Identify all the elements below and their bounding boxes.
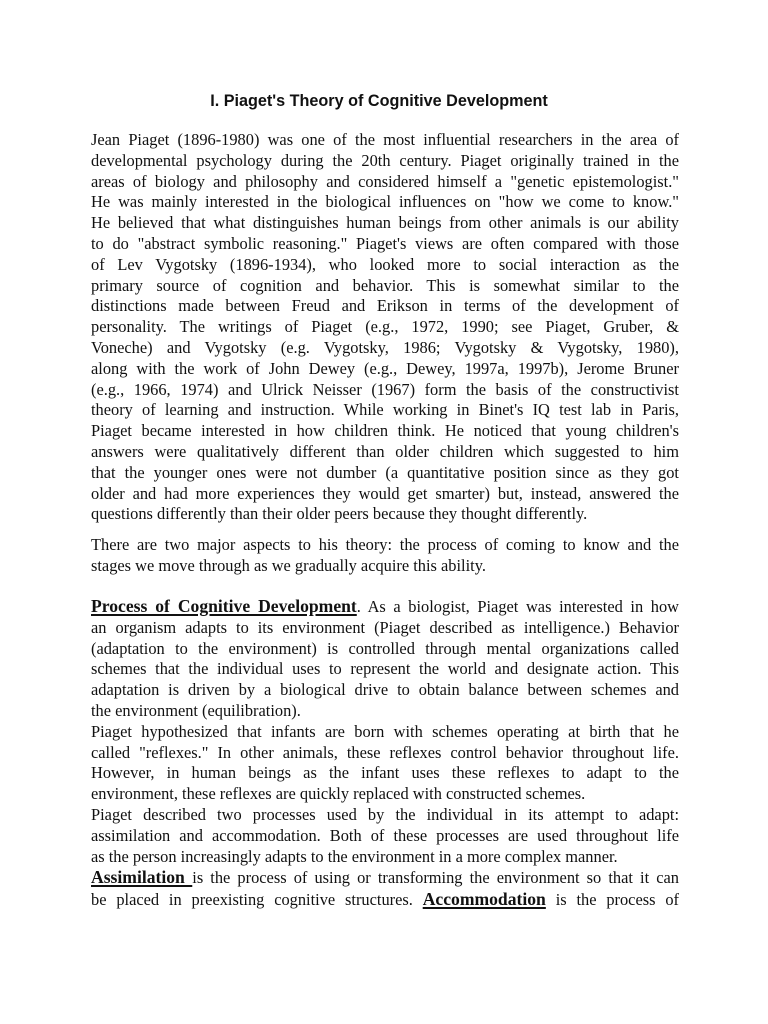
text-line: There are two major aspects to his theory: the process of coming to know and the (91, 535, 679, 554)
assimilation-definition-line (91, 867, 679, 889)
text-line: Jean Piaget (1896-1980) was one of the most influential researchers in the area of (91, 130, 679, 149)
text-line: (adaptation to the environment) is controlled through mental organizations called (91, 638, 679, 658)
paragraph-introduction (91, 130, 679, 525)
text-line: along with the work of John Dewey (e.g., Dewey, 1997a, 1997b), Jerome Bruner (91, 358, 679, 378)
text-line: called "reflexes." In other animals, these reflexes control behavior throughout life. (91, 742, 679, 762)
text-line: stages we move through as we gradually acquire this ability. (91, 555, 486, 575)
text-line: answers were qualitatively different than older children which suggested to him (91, 441, 679, 461)
text-line: personality. The writings of Piaget (e.g., 1972, 1990; see Piaget, Gruber, & (91, 317, 679, 337)
text-line: adaptation is driven by a biological drive to obtain balance between schemes and (91, 680, 679, 700)
text-line: the environment (equilibration). (91, 700, 301, 720)
section-heading-line (91, 596, 679, 618)
text-line: distinctions made between Freud and Erikson in terms of the development of (91, 296, 679, 316)
text-line: older and had more experiences they would get smarter) but, instead, answered the (91, 483, 679, 503)
text-line: environment, these reflexes are quickly replaced with constructed schemes. (91, 784, 586, 804)
text-line: that the younger ones were not dumber (a quantitative position since as they got (91, 462, 679, 482)
document-title: I. Piaget's Theory of Cognitive Development (210, 92, 548, 110)
text-line: developmental psychology during the 20th century. Piaget originally trained in the (91, 150, 679, 170)
text-line: Voneche) and Vygotsky (e.g. Vygotsky, 1986; Vygotsky & Vygotsky, 1980), (91, 337, 679, 357)
paragraph-two-aspects (91, 535, 679, 577)
assimilation-definition-end: be placed in preexisting cognitive structures. (91, 890, 423, 910)
text-line: theory of learning and instruction. While working in Binet's IQ test lab in Paris, (91, 400, 679, 420)
text-line: Piaget became interested in how children think. He noticed that young children's (91, 421, 679, 441)
text-line: However, in human beings as the infant uses these reflexes to adapt to the (91, 763, 679, 783)
text-line: questions differently than their older peers because they thought differently. (91, 504, 588, 524)
accommodation-term: Accommodation (422, 889, 546, 910)
text-line: as the person increasingly adapts to the environment in a more complex manner. (91, 846, 618, 866)
section-heading-rest: . As a biologist, Piaget was interested in how (356, 597, 679, 616)
text-line: of Lev Vygotsky (1896-1934), who looked more to social interaction as the (91, 254, 679, 274)
accommodation-definition-line (91, 889, 679, 911)
text-line: Piaget described two processes used by the individual in its attempt to adapt: (91, 804, 679, 824)
paragraph-process-of-cognitive-development (91, 596, 679, 911)
assimilation-definition-text: is the process of using or transforming the environment so that it can (192, 868, 679, 888)
text-line: schemes that the individual uses to represent the world and designate action. This (91, 659, 679, 679)
text-line: assimilation and accommodation. Both of these processes are used throughout life (91, 825, 679, 845)
section-heading-term: Process of Cognitive Development (91, 596, 357, 616)
text-line: He believed that what distinguishes human beings from other animals is our ability (91, 213, 679, 233)
text-line: to do "abstract symbolic reasoning." Piaget's views are often compared with those (91, 233, 679, 253)
text-line: He was mainly interested in the biological influences on "how we come to know." (91, 192, 679, 212)
text-line: primary source of cognition and behavior. This is somewhat similar to the (91, 275, 679, 295)
text-line: areas of biology and philosophy and considered himself a "genetic epistemologist." (91, 171, 679, 191)
assimilation-term: Assimilation (91, 867, 193, 888)
accommodation-definition-text: is the process of (545, 890, 679, 910)
text-line: Piaget hypothesized that infants are born with schemes operating at birth that he (91, 721, 679, 741)
text-line: an organism adapts to its environment (Piaget described as intelligence.) Behavior (91, 617, 679, 637)
text-line: (e.g., 1966, 1974) and Ulrick Neisser (1967) form the basis of the constructivist (91, 379, 679, 399)
